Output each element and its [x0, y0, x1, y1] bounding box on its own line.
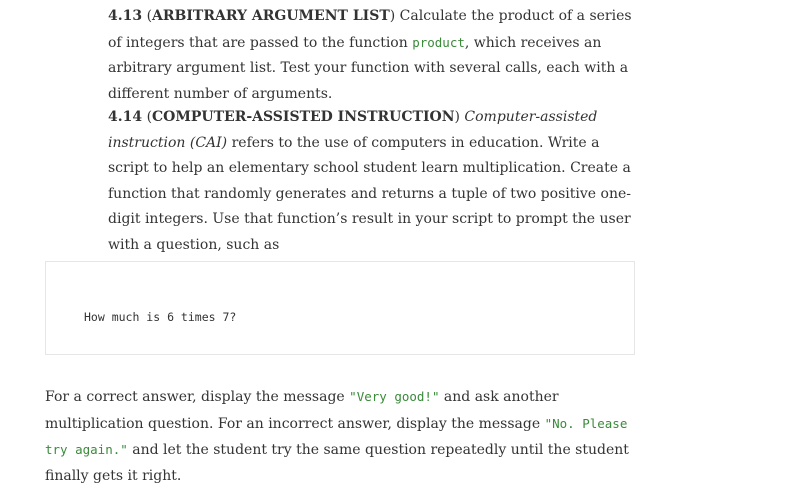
exercise-open-paren: ( — [146, 109, 153, 125]
exercise-number: 4.13 — [108, 8, 143, 24]
followup-text: and ask another multiplication question. For an incorrect answer, display the message — [45, 389, 559, 432]
exercise-close-paren: ) — [454, 109, 460, 125]
exercise-title: COMPUTER-ASSISTED INSTRUCTION — [152, 109, 455, 125]
exercise-title: ARBITRARY ARGUMENT LIST — [152, 8, 390, 24]
exercise-4-13-paragraph — [108, 4, 638, 107]
exercise-close-paren: ) — [389, 8, 396, 24]
exercise-text: , which receives an arbitrary argument list. Test your function with several calls, each with a different number of arguments. — [108, 34, 629, 102]
inline-code-very-good: "Very good!" — [349, 389, 440, 404]
exercise-text: Calculate the product of a series of integers that are passed to the function — [108, 8, 632, 51]
exercise-open-paren: ( — [146, 8, 153, 24]
followup-text: For a correct answer, display the message — [45, 389, 350, 405]
exercise-italic-text: Computer-assisted instruction (CAI) — [108, 109, 598, 151]
inline-code-product: product — [412, 34, 465, 50]
followup-paragraph — [45, 384, 645, 489]
exercise-4-14-paragraph — [108, 105, 638, 258]
exercise-number: 4.14 — [108, 109, 143, 125]
code-example-block — [45, 261, 635, 355]
inline-code-try-again: "No. Please try again." — [45, 415, 628, 457]
followup-text: and let the student try the same question repeatedly until the student finally gets it right. — [45, 442, 629, 484]
code-example-line: How much is 6 times 7? — [84, 310, 237, 324]
exercise-text: refers to the use of computers in education. Write a script to help an elementary school student learn multiplication. Create a function that randomly generates and returns a tuple of two positive one-digit integers. Use that function’s result in your script to prompt the user with a question, such as — [108, 134, 631, 253]
